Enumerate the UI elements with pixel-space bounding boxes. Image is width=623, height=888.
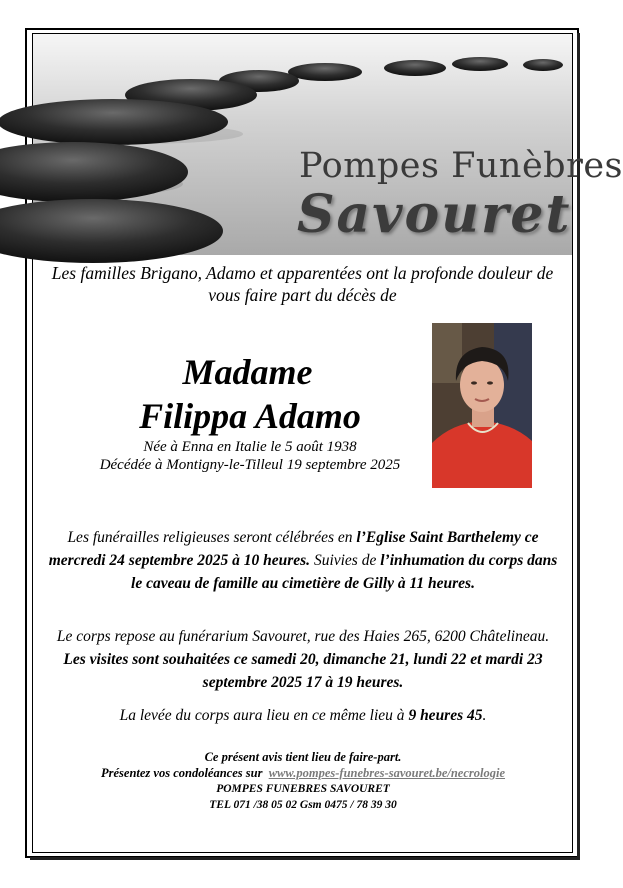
visits-paragraph bbox=[45, 625, 561, 694]
removal-paragraph bbox=[45, 704, 561, 727]
removal-end: . bbox=[482, 707, 487, 724]
footer-phone: TEL 071 /38 05 02 Gsm 0475 / 78 39 30 bbox=[209, 799, 397, 811]
portrait-illustration bbox=[432, 323, 532, 488]
footer-notice: Ce présent avis tient lieu de faire-part. bbox=[204, 750, 402, 764]
visits-schedule: Les visites sont souhaitées ce samedi 20, dimanche 21, lundi 22 et mardi 23 septembre 2025 17 à 19 heures. bbox=[63, 651, 543, 691]
footer-condolences bbox=[45, 765, 561, 781]
condolences-link[interactable]: www.pompes-funebres-savouret.be/necrologie bbox=[268, 766, 506, 780]
funeral-text-1: Les funérailles religieuses seront célébrées en bbox=[67, 529, 357, 546]
deceased-title: Madame bbox=[182, 352, 313, 392]
funeral-paragraph bbox=[45, 526, 561, 595]
announcement-intro: Les familles Brigano, Adamo et apparentées ont la profonde douleur de vous faire part du décès de bbox=[51, 263, 554, 305]
border-shadow-bottom bbox=[30, 857, 580, 860]
birth-info: Née à Enna en Italie le 5 août 1938 bbox=[143, 439, 357, 455]
removal-text: La levée du corps aura lieu en ce même lieu à bbox=[119, 707, 409, 724]
brand-name-line2: Savouret bbox=[297, 184, 572, 245]
funeral-church-details: l’Eglise Saint Barthelemy ce mercredi 24 septembre 2025 à 10 heures. bbox=[48, 529, 539, 569]
footer-condolences-label: Présentez vos condoléances sur bbox=[100, 766, 269, 780]
funeral-burial-details: l’inhumation du corps dans le caveau de famille au cimetière de Gilly à 11 heures. bbox=[131, 552, 558, 592]
funeral-text-2: Suivies de bbox=[310, 552, 381, 569]
visits-location: Le corps repose au funérarium Savouret, rue des Haies 265, 6200 Châtelineau. bbox=[56, 628, 550, 645]
brand-name-line1: Pompes Funèbres bbox=[299, 146, 623, 186]
deceased-name: Filippa Adamo bbox=[139, 396, 361, 436]
portrait-photo bbox=[432, 323, 532, 488]
removal-time: 9 heures 45 bbox=[408, 707, 483, 724]
footer-company: POMPES FUNEBRES SAVOURET bbox=[216, 783, 390, 795]
death-info: Décédée à Montigny-le-Tilleul 19 septembre 2025 bbox=[99, 457, 401, 473]
header-banner bbox=[33, 34, 623, 255]
footer bbox=[45, 749, 561, 813]
